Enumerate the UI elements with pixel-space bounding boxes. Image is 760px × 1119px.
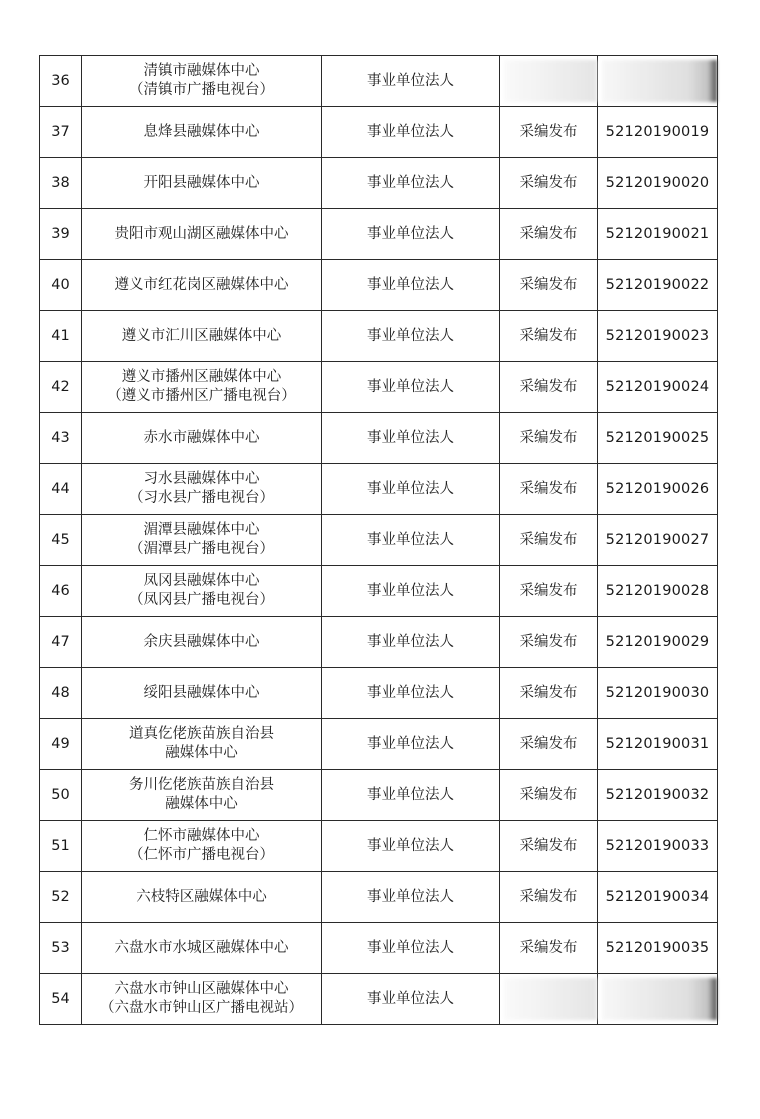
table-row: [40, 566, 718, 617]
redacted-license-mask: [602, 60, 717, 102]
unit-name: [82, 668, 322, 719]
service-scope: 采编发布: [500, 770, 598, 821]
license-number: 52120190035: [598, 923, 718, 974]
service-scope: 采编发布: [500, 821, 598, 872]
unit-name-line: 遵义市红花岗区融媒体中心: [114, 276, 289, 293]
row-number: 48: [40, 668, 82, 719]
unit-name-line: 六盘水市水城区融媒体中心: [114, 939, 289, 956]
unit-name: [82, 209, 322, 260]
row-number: 36: [40, 56, 82, 107]
license-number: [598, 56, 718, 107]
table-row: [40, 209, 718, 260]
unit-name: [82, 464, 322, 515]
table-row: [40, 56, 718, 107]
table-row: [40, 311, 718, 362]
row-number: 47: [40, 617, 82, 668]
unit-name-line: （湄潭县广播电视台）: [129, 541, 274, 557]
license-registry-table: [39, 55, 718, 1025]
service-scope: 采编发布: [500, 566, 598, 617]
row-number: 52: [40, 872, 82, 923]
table-row: [40, 770, 718, 821]
table-row: [40, 515, 718, 566]
service-scope: 采编发布: [500, 872, 598, 923]
row-number: 43: [40, 413, 82, 464]
unit-type: 事业单位法人: [322, 668, 500, 719]
license-number: 52120190034: [598, 872, 718, 923]
unit-name-line: （清镇市广播电视台）: [129, 82, 274, 98]
redacted-scope-mask: [504, 60, 597, 102]
unit-type: 事业单位法人: [322, 566, 500, 617]
unit-type: 事业单位法人: [322, 56, 500, 107]
service-scope: 采编发布: [500, 362, 598, 413]
table-row: [40, 668, 718, 719]
unit-name-line: 六盘水市钟山区融媒体中心: [114, 981, 289, 997]
unit-name-line: 融媒体中心: [165, 796, 238, 812]
unit-type: 事业单位法人: [322, 107, 500, 158]
unit-type: 事业单位法人: [322, 362, 500, 413]
unit-name: [82, 974, 322, 1025]
row-number: 37: [40, 107, 82, 158]
table-row: [40, 107, 718, 158]
unit-name: [82, 821, 322, 872]
service-scope: 采编发布: [500, 515, 598, 566]
unit-name-line: （六盘水市钟山区广播电视站）: [100, 1000, 303, 1016]
table-row: [40, 413, 718, 464]
unit-type: 事业单位法人: [322, 821, 500, 872]
unit-name-line: 务川仡佬族苗族自治县: [129, 777, 274, 793]
unit-name-line: （仁怀市广播电视台）: [129, 847, 274, 863]
unit-name-line: （遵义市播州区广播电视台）: [107, 388, 296, 404]
row-number: 45: [40, 515, 82, 566]
unit-type: 事业单位法人: [322, 719, 500, 770]
license-number: 52120190023: [598, 311, 718, 362]
unit-name-line: 道真仡佬族苗族自治县: [129, 726, 274, 742]
service-scope: [500, 974, 598, 1025]
license-number: 52120190025: [598, 413, 718, 464]
license-number: 52120190026: [598, 464, 718, 515]
table-row: [40, 719, 718, 770]
unit-type: 事业单位法人: [322, 413, 500, 464]
row-number: 41: [40, 311, 82, 362]
unit-name-line: （习水县广播电视台）: [129, 490, 274, 506]
unit-type: 事业单位法人: [322, 311, 500, 362]
license-number: 52120190030: [598, 668, 718, 719]
table-row: [40, 260, 718, 311]
service-scope: 采编发布: [500, 668, 598, 719]
license-number: 52120190032: [598, 770, 718, 821]
license-number: 52120190019: [598, 107, 718, 158]
table-body: [40, 56, 718, 1025]
row-number: 51: [40, 821, 82, 872]
unit-name-line: 贵阳市观山湖区融媒体中心: [114, 225, 289, 242]
unit-name: [82, 56, 322, 107]
unit-type: 事业单位法人: [322, 260, 500, 311]
row-number: 50: [40, 770, 82, 821]
table-row: [40, 923, 718, 974]
unit-name: [82, 311, 322, 362]
license-number: 52120190024: [598, 362, 718, 413]
unit-type: 事业单位法人: [322, 872, 500, 923]
row-number: 49: [40, 719, 82, 770]
unit-name-line: 绥阳县融媒体中心: [143, 684, 260, 701]
license-number: 52120190033: [598, 821, 718, 872]
unit-name-line: 清镇市融媒体中心: [143, 63, 260, 79]
service-scope: 采编发布: [500, 260, 598, 311]
unit-name: [82, 872, 322, 923]
license-number: 52120190029: [598, 617, 718, 668]
unit-name: [82, 158, 322, 209]
license-number: 52120190021: [598, 209, 718, 260]
table-row: [40, 464, 718, 515]
service-scope: [500, 56, 598, 107]
row-number: 54: [40, 974, 82, 1025]
unit-type: 事业单位法人: [322, 464, 500, 515]
row-number: 38: [40, 158, 82, 209]
unit-name: [82, 923, 322, 974]
unit-name-line: 凤冈县融媒体中心: [143, 573, 260, 589]
redacted-license-mask: [602, 978, 717, 1020]
license-number: 52120190020: [598, 158, 718, 209]
unit-name-line: 余庆县融媒体中心: [143, 633, 260, 650]
row-number: 39: [40, 209, 82, 260]
service-scope: 采编发布: [500, 617, 598, 668]
unit-name-line: 湄潭县融媒体中心: [143, 522, 260, 538]
row-number: 53: [40, 923, 82, 974]
table-row: [40, 872, 718, 923]
unit-name: [82, 515, 322, 566]
row-number: 44: [40, 464, 82, 515]
unit-name-line: 遵义市汇川区融媒体中心: [121, 327, 282, 344]
unit-type: 事业单位法人: [322, 209, 500, 260]
unit-name-line: 赤水市融媒体中心: [143, 429, 260, 446]
unit-name-line: 六枝特区融媒体中心: [136, 888, 267, 905]
service-scope: 采编发布: [500, 209, 598, 260]
service-scope: 采编发布: [500, 413, 598, 464]
unit-name-line: 融媒体中心: [165, 745, 238, 761]
unit-type: 事业单位法人: [322, 515, 500, 566]
table-row: [40, 362, 718, 413]
unit-name: [82, 107, 322, 158]
unit-name: [82, 260, 322, 311]
table-row: [40, 158, 718, 209]
unit-name-line: 仁怀市融媒体中心: [143, 828, 260, 844]
unit-name-line: 息烽县融媒体中心: [143, 123, 260, 140]
unit-type: 事业单位法人: [322, 974, 500, 1025]
service-scope: 采编发布: [500, 464, 598, 515]
service-scope: 采编发布: [500, 107, 598, 158]
service-scope: 采编发布: [500, 719, 598, 770]
unit-name: [82, 770, 322, 821]
unit-type: 事业单位法人: [322, 770, 500, 821]
unit-name: [82, 719, 322, 770]
redacted-scope-mask: [504, 978, 597, 1020]
table-row: [40, 617, 718, 668]
unit-type: 事业单位法人: [322, 158, 500, 209]
license-number: 52120190022: [598, 260, 718, 311]
unit-name: [82, 362, 322, 413]
table-row: [40, 821, 718, 872]
license-number: 52120190027: [598, 515, 718, 566]
license-number: [598, 974, 718, 1025]
unit-name-line: 遵义市播州区融媒体中心: [121, 369, 282, 385]
unit-name: [82, 413, 322, 464]
row-number: 42: [40, 362, 82, 413]
unit-name-line: 开阳县融媒体中心: [143, 174, 260, 191]
unit-name: [82, 566, 322, 617]
row-number: 40: [40, 260, 82, 311]
license-number: 52120190028: [598, 566, 718, 617]
license-number: 52120190031: [598, 719, 718, 770]
unit-name-line: 习水县融媒体中心: [143, 471, 260, 487]
row-number: 46: [40, 566, 82, 617]
service-scope: 采编发布: [500, 158, 598, 209]
unit-type: 事业单位法人: [322, 923, 500, 974]
service-scope: 采编发布: [500, 923, 598, 974]
unit-name: [82, 617, 322, 668]
unit-name-line: （凤冈县广播电视台）: [129, 592, 274, 608]
table-row: [40, 974, 718, 1025]
service-scope: 采编发布: [500, 311, 598, 362]
unit-type: 事业单位法人: [322, 617, 500, 668]
